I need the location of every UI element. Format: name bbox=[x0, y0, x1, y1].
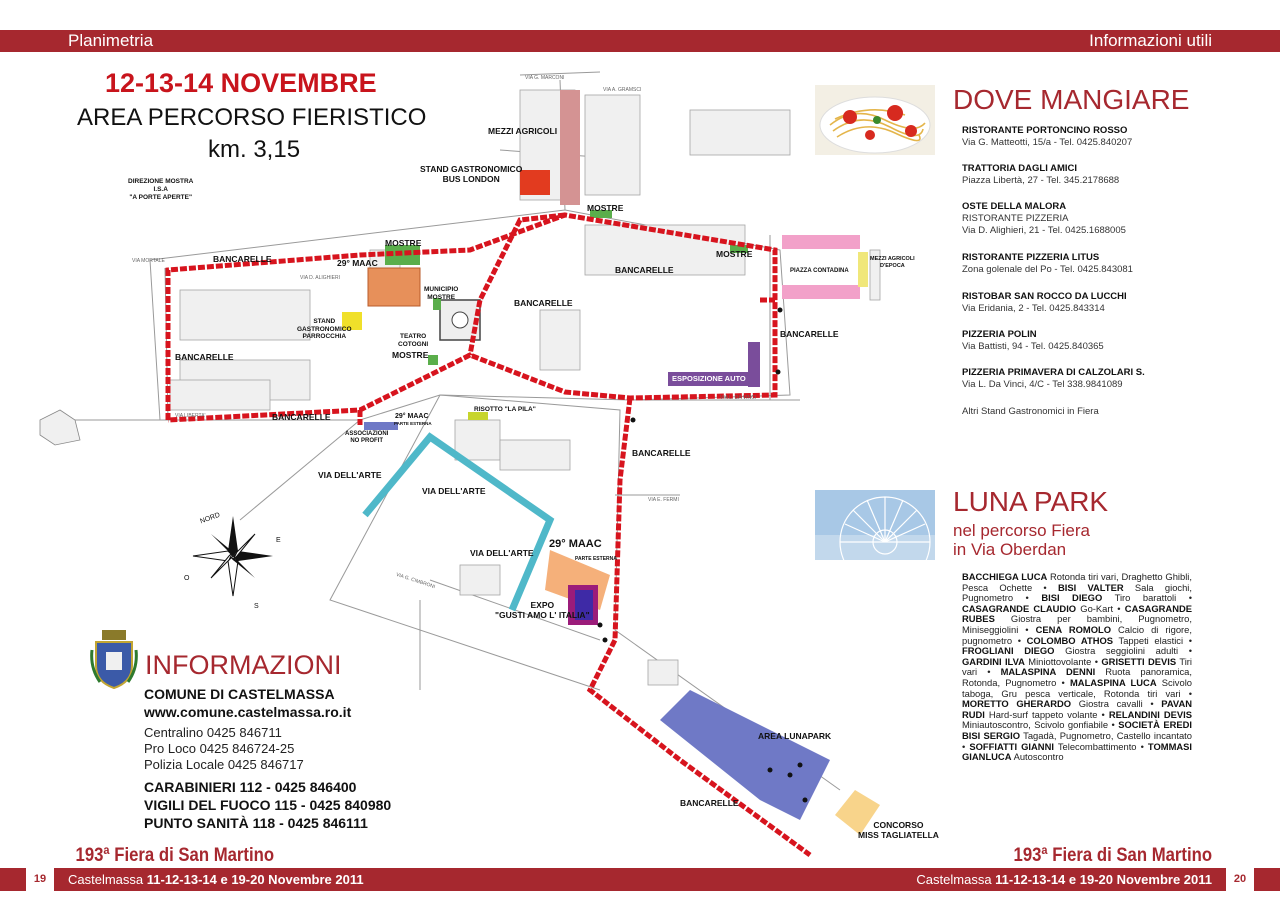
operator-attractions: Miniautoscontro, Scivolo gonfiabile • bbox=[962, 719, 1119, 731]
restaurant-name: OSTE DELLA MALORA bbox=[962, 201, 1067, 212]
operator-name: BISI VALTER bbox=[1057, 581, 1124, 593]
dates-range: 11-12-13-14 e 19-20 Novembre 2011 bbox=[995, 872, 1212, 887]
operator-attractions: Rotonda tiri vari, Draghetto Ghibli, Pesca Ochette • bbox=[962, 571, 1192, 593]
label-concorso: CONCORSO MISS TAGLIATELLA bbox=[858, 820, 939, 840]
operator-name: MORETTO GHERARDO bbox=[962, 698, 1072, 710]
compass-s: S bbox=[254, 603, 259, 610]
operator-name: CASAGRANDE RUBES bbox=[962, 602, 1192, 625]
info-emergency-carabinieri: CARABINIERI 112 - 0425 846400 bbox=[144, 779, 357, 795]
restaurant-item bbox=[962, 367, 1212, 391]
operator-name: SOFFIATTI GIANNI bbox=[969, 740, 1054, 752]
operator-attractions: Scivolo taboga, Gru pesca verticale, Rotonda tiri vari • bbox=[962, 676, 1193, 699]
label-via-arte-3: VIA DELL'ARTE bbox=[470, 548, 534, 558]
operator-name: CASAGRANDE CLAUDIO bbox=[962, 602, 1077, 614]
restaurant-address: Via D. Alighieri, 21 - Tel. 0425.1688005 bbox=[962, 225, 1126, 236]
pink-strip-2 bbox=[782, 285, 860, 299]
restaurant-name: PIZZERIA PRIMAVERA DI CALZOLARI S. bbox=[962, 367, 1145, 378]
map-title-area: AREA PERCORSO FIERISTICO bbox=[77, 104, 427, 131]
label-expo: EXPO "GUSTI AMO L' ITALIA" bbox=[495, 600, 590, 620]
dates-prefix: Castelmassa bbox=[916, 872, 996, 887]
operator-attractions: Hard-surf tappeto volante • bbox=[984, 708, 1109, 720]
restaurant-address: Via L. Da Vinci, 4/C - Tel 338.9841089 bbox=[962, 379, 1123, 390]
street-cimbroni: VIA G. CIMBRONI bbox=[395, 571, 436, 591]
operator-name: COLOMBO ATHOS bbox=[1026, 634, 1114, 646]
luna-park-subtitle-1: nel percorso Fiera bbox=[953, 521, 1091, 540]
map-title-km: km. 3,15 bbox=[208, 136, 301, 163]
restaurant-item bbox=[962, 125, 1212, 149]
restaurant-name: RISTOBAR SAN ROCCO DA LUCCHI bbox=[962, 291, 1127, 302]
street-da-vinci: VIA L. DA VINCI bbox=[720, 395, 757, 401]
restaurant-note: Altri Stand Gastronomici in Fiera bbox=[962, 406, 1099, 417]
footer-dates-left bbox=[68, 872, 364, 887]
label-risotto: RISOTTO "LA PILA" bbox=[474, 406, 536, 413]
label-maac-2-sub: PARTE ESTERNA bbox=[394, 421, 432, 426]
label-piazza-contadina: PIAZZA CONTADINA bbox=[790, 268, 849, 274]
label-maac-1: 29° MAAC bbox=[337, 258, 378, 268]
footer-fiera-right: 193ª Fiera di San Martino bbox=[1013, 845, 1213, 866]
street-gramsci: VIA A. GRAMSCI bbox=[603, 87, 642, 93]
restaurant-name: RISTORANTE PORTONCINO ROSSO bbox=[962, 125, 1128, 136]
label-bancarelle-7: BANCARELLE bbox=[632, 448, 691, 458]
restaurant-name: RISTORANTE PIZZERIA LITUS bbox=[962, 252, 1100, 263]
dove-mangiare-title: DOVE MANGIARE bbox=[953, 84, 1190, 115]
operator-name: PAVAN RUDI bbox=[962, 698, 1192, 720]
teatro-green bbox=[428, 355, 438, 365]
label-mostre-right: MOSTRE bbox=[716, 249, 753, 259]
street-marconi: VIA G. MARCONI bbox=[525, 75, 565, 81]
operator-attractions: Go-Kart • bbox=[1076, 602, 1125, 614]
label-teatro: TEATRO COTOGNI bbox=[398, 333, 429, 348]
info-comune: COMUNE DI CASTELMASSA bbox=[144, 686, 335, 702]
label-municipio: MUNICIPIO MOSTRE bbox=[424, 286, 459, 301]
dates-prefix: Castelmassa bbox=[68, 872, 147, 887]
label-mostre-left: MOSTRE bbox=[385, 238, 422, 248]
operator-name: CENA ROMOLO bbox=[1035, 623, 1112, 635]
restaurant-address: Via Battisti, 94 - Tel. 0425.840365 bbox=[962, 341, 1104, 352]
operator-attractions: Tappeti elastici • bbox=[1113, 634, 1193, 646]
operator-attractions: Tiro barattoli • bbox=[1102, 592, 1192, 604]
pink-strip-1 bbox=[782, 235, 860, 249]
operator-name: BISI DIEGO bbox=[1041, 592, 1103, 604]
mezzi-epoca-area bbox=[858, 252, 868, 287]
header-band bbox=[0, 30, 1280, 52]
label-area-lunapark: AREA LUNAPARK bbox=[758, 731, 832, 741]
restaurant-address: Zona golenale del Po - Tel. 0425.843081 bbox=[962, 264, 1133, 275]
label-maac-2: 29° MAAC bbox=[395, 413, 429, 420]
page-number-left: 19 bbox=[26, 868, 54, 891]
info-emergency-vigili: VIGILI DEL FUOCO 115 - 0425 840980 bbox=[144, 797, 392, 813]
label-via-arte-1: VIA DELL'ARTE bbox=[318, 470, 382, 480]
label-bancarelle-8: BANCARELLE bbox=[680, 798, 739, 808]
page-number-right: 20 bbox=[1226, 868, 1254, 891]
footer-fiera-left: 193ª Fiera di San Martino bbox=[75, 845, 275, 866]
label-direzione: DIREZIONE MOSTRA I.S.A "A PORTE APERTE" bbox=[128, 178, 194, 201]
restaurant-name: PIZZERIA POLIN bbox=[962, 329, 1037, 340]
compass-nord: NORD bbox=[199, 511, 222, 526]
compass-rose bbox=[193, 516, 273, 596]
operator-attractions: Autoscontro bbox=[1011, 751, 1064, 763]
label-maac-3: 29° MAAC bbox=[549, 538, 602, 550]
compass-e: E bbox=[276, 537, 281, 544]
label-bancarelle-5: BANCARELLE bbox=[615, 265, 674, 275]
operator-attractions: Giostra cavalli • bbox=[1071, 698, 1162, 710]
restaurant-name: TRATTORIA DAGLI AMICI bbox=[962, 163, 1078, 174]
operator-name: SOCIETÀ EREDI BISI SERGIO bbox=[962, 719, 1192, 741]
label-associazioni: ASSOCIAZIONI NO PROFIT bbox=[345, 431, 389, 444]
maac-area-1 bbox=[368, 268, 420, 306]
operator-name: RELANDINI DEVIS bbox=[1108, 708, 1192, 720]
dates-range: 11-12-13-14 e 19-20 Novembre 2011 bbox=[146, 872, 364, 887]
compass-o: O bbox=[184, 575, 190, 582]
luna-park-title: LUNA PARK bbox=[953, 486, 1109, 517]
label-maac-3-sub: PARTE ESTERNA bbox=[575, 556, 617, 562]
esposizione-auto-area-2 bbox=[748, 342, 760, 387]
maac-area-2 bbox=[364, 422, 398, 430]
info-emergency-sanita: PUNTO SANITÀ 118 - 0425 846111 bbox=[144, 815, 368, 831]
operator-attractions: Calcio di rigore, pugnometro • bbox=[962, 623, 1192, 646]
label-stand-parrocchia: STAND GASTRONOMICO PARROCCHIA bbox=[297, 318, 352, 340]
info-line-polizia: Polizia Locale 0425 846717 bbox=[144, 757, 304, 772]
map-title-dates: 12-13-14 NOVEMBRE bbox=[105, 68, 377, 98]
luna-park-list bbox=[962, 572, 1192, 763]
label-mezzi-epoca: MEZZI AGRICOLI D'EPOCA bbox=[870, 256, 915, 269]
label-via-arte-2: VIA DELL'ARTE bbox=[422, 486, 486, 496]
label-bancarelle-3: BANCARELLE bbox=[272, 412, 331, 422]
info-line-centralino: Centralino 0425 846711 bbox=[144, 725, 282, 740]
stand-gastro-bus-area bbox=[520, 170, 550, 195]
operator-attractions: Sala giochi, Pugnometro • bbox=[962, 581, 1192, 604]
operator-name: FROGLIANI DIEGO bbox=[962, 645, 1055, 657]
castelmassa-coat-of-arms bbox=[90, 628, 138, 690]
operator-attractions: Giostra seggiolini adulti • bbox=[1054, 645, 1193, 657]
restaurant-item bbox=[962, 291, 1212, 315]
restaurant-address: Piazza Libertà, 27 - Tel. 345.2178688 bbox=[962, 175, 1120, 186]
operator-name: BACCHIEGA LUCA bbox=[962, 571, 1048, 582]
operator-name: MALASPINA LUCA bbox=[1069, 676, 1157, 688]
operator-attractions: Miniottovolante • bbox=[1024, 655, 1102, 667]
operator-name: TOMMASI GIANLUCA bbox=[962, 740, 1193, 763]
street-liberta: VIA LIBERTA' bbox=[175, 413, 206, 419]
restaurant-item bbox=[962, 329, 1212, 353]
label-bancarelle-4: BANCARELLE bbox=[514, 298, 573, 308]
restaurant-item bbox=[962, 201, 1212, 237]
left-building bbox=[40, 410, 80, 445]
operator-attractions: Tagadà, Pugnometro, Castello incantato • bbox=[962, 729, 1192, 752]
ferris-wheel-photo bbox=[815, 490, 935, 560]
mezzi-agricoli-strip bbox=[560, 90, 580, 205]
restaurant-item bbox=[962, 163, 1212, 187]
operator-name: GRISETTI DEVIS bbox=[1101, 655, 1177, 667]
spaghetti-photo bbox=[815, 85, 935, 155]
luna-park-subtitle-2: in Via Oberdan bbox=[953, 540, 1067, 559]
street-fermi: VIA E. FERMI bbox=[648, 497, 679, 503]
label-bancarelle-6: BANCARELLE bbox=[780, 329, 839, 339]
street-alighieri: VIA D. ALIGHIERI bbox=[300, 275, 341, 281]
label-bancarelle-1: BANCARELLE bbox=[213, 254, 272, 264]
operator-attractions: Ruota panoramica, Rotonda, Pugnometro • bbox=[962, 666, 1192, 688]
label-stand-gastro-bus: STAND GASTRONOMICO BUS LONDON bbox=[420, 164, 523, 184]
label-mezzi-agricoli: MEZZI AGRICOLI bbox=[488, 126, 558, 136]
info-title: INFORMAZIONI bbox=[145, 650, 342, 680]
label-esposizione-auto: ESPOSIZIONE AUTO bbox=[672, 374, 746, 383]
municipio-fountain bbox=[452, 312, 468, 328]
restaurant-address: Via G. Matteotti, 15/a - Tel. 0425.840207 bbox=[962, 137, 1133, 148]
info-website[interactable]: www.comune.castelmassa.ro.it bbox=[144, 704, 352, 720]
operator-name: GARDINI ILVA bbox=[962, 655, 1025, 667]
restaurant-type: RISTORANTE PIZZERIA bbox=[962, 213, 1069, 224]
label-mostre-teatro: MOSTRE bbox=[392, 350, 429, 360]
info-line-proloco: Pro Loco 0425 846724-25 bbox=[144, 741, 295, 756]
operator-attractions: Giostra per bambini, Pugnometro, Miniseggiolini • bbox=[962, 613, 1192, 635]
operator-attractions: Telecombattimento • bbox=[1053, 740, 1148, 752]
header-left-title: Planimetria bbox=[68, 31, 154, 50]
operator-attractions: Tiri vari • bbox=[962, 655, 1192, 678]
street-mortale: VIA MORTALE bbox=[132, 258, 165, 264]
restaurant-address: Via Eridania, 2 - Tel. 0425.843314 bbox=[962, 303, 1105, 314]
operator-name: MALASPINA DENNI bbox=[1000, 666, 1096, 678]
header-right-title: Informazioni utili bbox=[1089, 31, 1212, 50]
restaurant-item bbox=[962, 252, 1212, 276]
footer-dates-right bbox=[916, 872, 1212, 887]
label-bancarelle-2: BANCARELLE bbox=[175, 352, 234, 362]
label-mostre-top: MOSTRE bbox=[587, 203, 624, 213]
